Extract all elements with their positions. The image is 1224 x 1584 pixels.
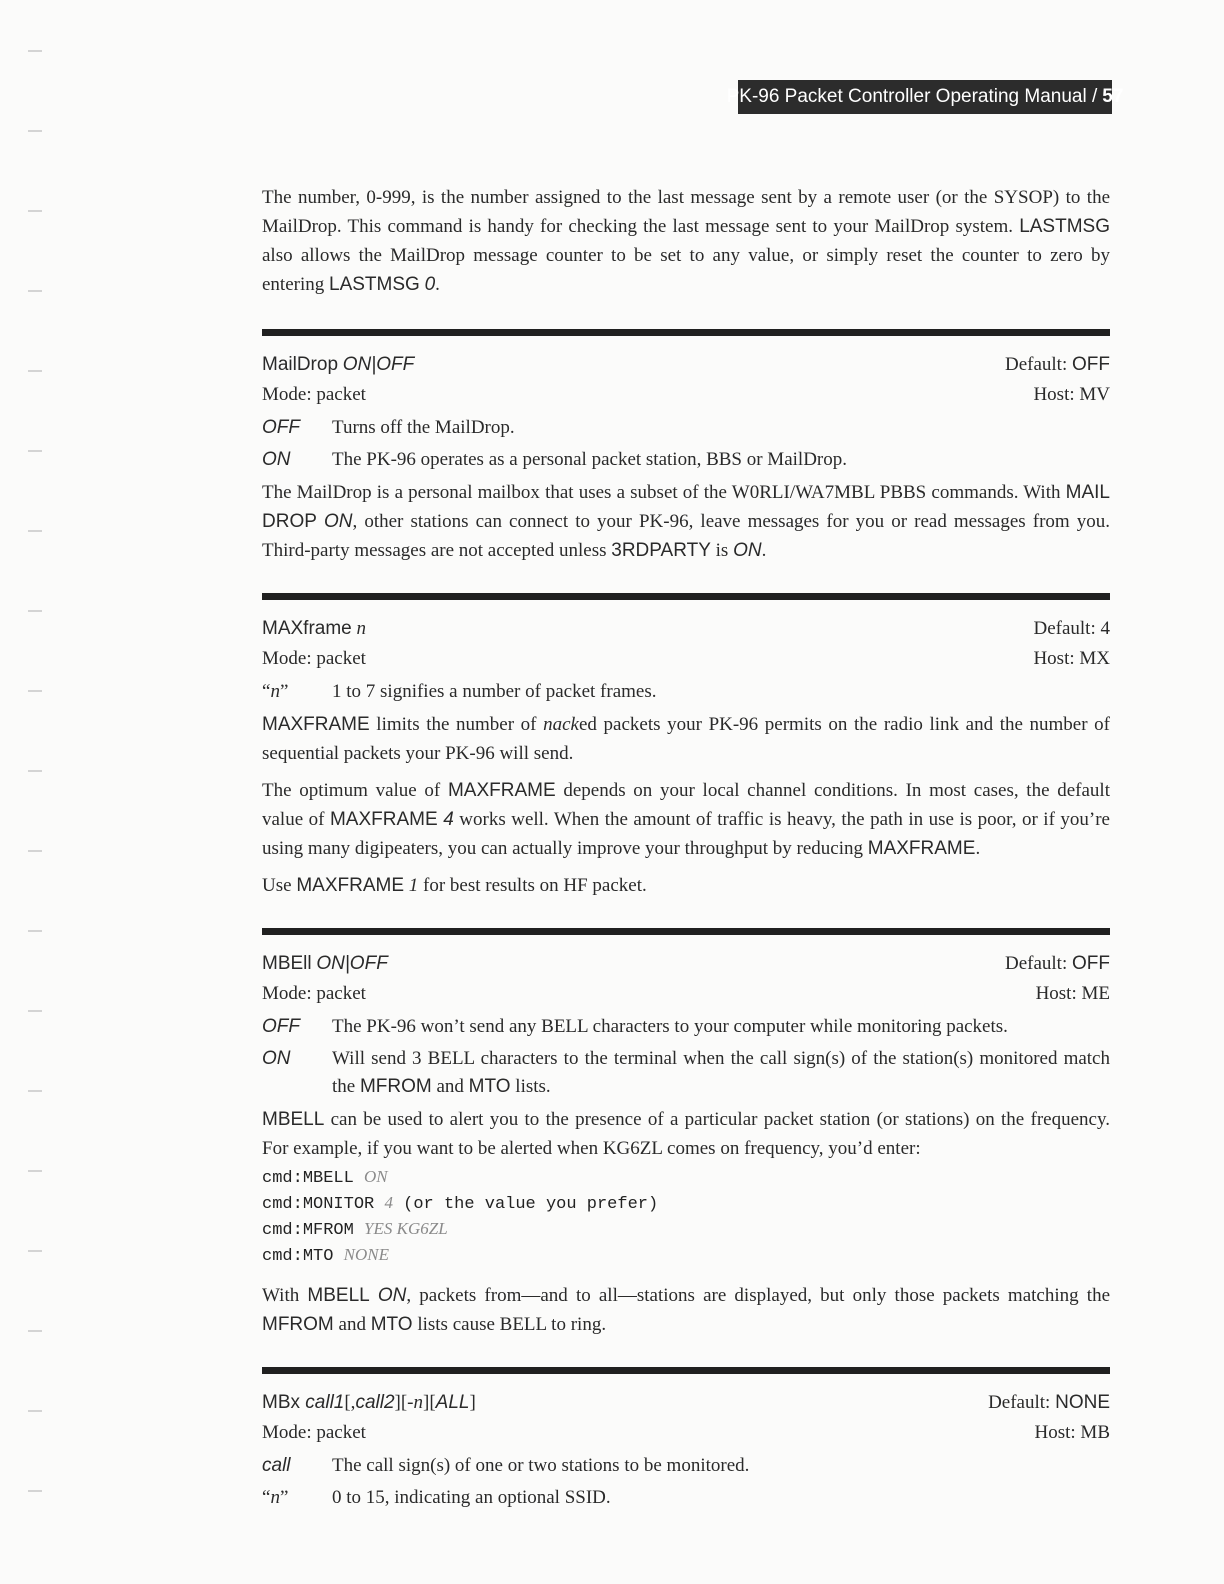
host-text: Host: MV: [1033, 384, 1110, 405]
body-text: lists cause BELL to ring.: [412, 1314, 607, 1335]
command-default: [988, 1388, 1110, 1418]
edge-mark: [28, 1330, 42, 1332]
param-name: call: [262, 1455, 291, 1476]
code-command: MTO: [302, 1247, 334, 1266]
edge-mark: [28, 1410, 42, 1412]
default-value: NONE: [1055, 1392, 1110, 1413]
body-text: works well. When the amount of traffic is heavy, the path in use is poor, or if you’re using many digipeaters, you can actually improve your throughput by reducing: [262, 809, 1110, 859]
quote-open: “: [262, 681, 271, 702]
edge-mark: [28, 210, 42, 212]
edge-mark: [28, 1170, 42, 1172]
keyword: LASTMSG: [1019, 216, 1110, 237]
param-name: [262, 678, 332, 706]
keyword: MBELL: [307, 1285, 370, 1306]
keyword: MFROM: [359, 1076, 432, 1097]
code-line: [262, 1217, 1110, 1243]
value: ON: [733, 540, 762, 561]
command-name: MBEll: [262, 953, 312, 974]
command-args: ][: [423, 1392, 436, 1413]
param-name: ON: [262, 1048, 291, 1069]
host-text: Host: MB: [1034, 1422, 1110, 1443]
command-args: call1: [305, 1392, 345, 1413]
mode-text: Mode: packet: [262, 384, 366, 405]
code-arg: YES KG6ZL: [364, 1219, 448, 1238]
edge-mark: [28, 850, 42, 852]
keyword: MTO: [370, 1314, 413, 1335]
param-desc: The call sign(s) of one or two stations to be monitored.: [332, 1455, 750, 1476]
intro-text: also allows the MailDrop message counter to be set to any value, or simply reset the counter to zero by entering: [262, 245, 1110, 295]
param-desc: The PK-96 operates as a personal packet station, BBS or MailDrop.: [332, 449, 847, 470]
body-text: , packets from—and to all—stations are displayed, but only those packets matching the: [406, 1285, 1111, 1306]
default-label: Default:: [988, 1392, 1056, 1413]
command-name: MAXframe: [262, 618, 352, 639]
param-name: OFF: [262, 417, 300, 438]
command-syntax: [262, 614, 366, 644]
body-text: , other stations can connect to your PK-96, leave messages for you or read messages from you. Third-party messages are not accepted unless: [262, 511, 1111, 561]
command-header: [262, 350, 1110, 380]
default-label: Default:: [1004, 953, 1072, 974]
edge-mark: [28, 1250, 42, 1252]
maxframe-paragraph-2: [262, 776, 1110, 863]
command-default: [1005, 350, 1110, 380]
body-text: lists.: [510, 1076, 551, 1097]
body-text: and: [431, 1076, 469, 1097]
param-desc: Turns off the MailDrop.: [332, 417, 515, 438]
edge-mark: [28, 530, 42, 532]
value: 0: [424, 274, 436, 295]
keyword: LASTMSG: [329, 274, 420, 295]
code-line: [262, 1191, 1110, 1217]
page-content: [262, 183, 1110, 1516]
body-text: The optimum value of: [262, 780, 448, 801]
mbell-entry: [262, 949, 1110, 1339]
mbx-entry: [262, 1388, 1110, 1512]
code-line: [262, 1165, 1110, 1191]
body-text: Will send 3 BELL characters to the terminal when the call sign(s) of the station(s) monitored match the: [332, 1048, 1110, 1097]
edge-mark: [28, 770, 42, 772]
command-args: ][-: [394, 1392, 414, 1413]
keyword: MAXFRAME: [329, 809, 438, 830]
mode-line: [262, 1418, 1110, 1448]
command-args: n: [413, 1392, 423, 1413]
command-name: MBx: [262, 1392, 306, 1413]
param-symbol: n: [270, 681, 280, 702]
edge-mark: [28, 130, 42, 132]
mode-line: [262, 979, 1110, 1009]
body-text: is: [710, 540, 734, 561]
keyword: MFROM: [262, 1314, 334, 1335]
keyword: MAXFRAME: [296, 875, 404, 896]
edge-mark: [28, 370, 42, 372]
body-text: limits the number of: [369, 714, 544, 735]
default-value: OFF: [1072, 953, 1110, 974]
keyword: MAXFRAME: [867, 838, 976, 859]
param-row: [262, 678, 1110, 706]
body-text: ed packets your PK-96 permits on the radio link and the number of sequential packets your PK-96 will send.: [262, 714, 1110, 764]
command-args: n: [356, 618, 366, 639]
maxframe-paragraph-3: [262, 871, 1110, 900]
body-text: .: [975, 838, 981, 859]
code-rest: (or the value you prefer): [392, 1195, 659, 1214]
edge-mark: [28, 610, 42, 612]
param-desc: 0 to 15, indicating an optional SSID.: [332, 1487, 611, 1508]
code-command: MFROM: [302, 1221, 354, 1240]
edge-mark: [28, 290, 42, 292]
edge-mark: [28, 1090, 42, 1092]
param-row: [262, 414, 1110, 442]
param-desc: [332, 1045, 1110, 1101]
body-text: for best results on HF packet.: [418, 875, 647, 896]
quote-open: “: [262, 1487, 271, 1508]
param-desc: The PK-96 won’t send any BELL characters to your computer while monitoring packets.: [332, 1016, 1008, 1037]
mode-text: Mode: packet: [262, 1422, 366, 1443]
edge-mark: [28, 930, 42, 932]
edge-mark: [28, 50, 42, 52]
mbell-paragraph-1: [262, 1105, 1110, 1163]
body-text: and: [333, 1314, 371, 1335]
command-header: [262, 614, 1110, 644]
keyword: MAXFRAME: [262, 714, 370, 735]
edge-mark: [28, 690, 42, 692]
value: 1: [408, 875, 419, 896]
intro-paragraph: [262, 183, 1110, 299]
command-args: call2: [355, 1392, 395, 1413]
param-name: OFF: [262, 1016, 300, 1037]
body-text: Use: [262, 875, 297, 896]
host-text: Host: ME: [1035, 983, 1110, 1004]
command-syntax: [262, 1388, 476, 1418]
section-rule: [262, 1367, 1110, 1374]
value: ON: [324, 511, 353, 532]
section-rule: [262, 928, 1110, 935]
code-command: MONITOR: [302, 1195, 375, 1214]
command-default: Default: 4: [1033, 618, 1110, 639]
body-text: With: [262, 1285, 308, 1306]
param-symbol: n: [270, 1487, 280, 1508]
quote-close: ”: [279, 681, 289, 702]
command-args: ON|OFF: [316, 953, 388, 974]
keyword: MBELL: [262, 1109, 325, 1130]
param-row: [262, 1484, 1110, 1512]
maildrop-entry: [262, 350, 1110, 565]
running-header: [726, 80, 1124, 114]
value: 4: [443, 809, 454, 830]
value: ON: [377, 1285, 407, 1306]
command-syntax: [262, 949, 388, 979]
maxframe-entry: [262, 614, 1110, 900]
code-line: [262, 1243, 1110, 1269]
mode-line: [262, 644, 1110, 674]
code-arg: NONE: [343, 1245, 389, 1264]
command-default: [1005, 949, 1110, 979]
quote-close: ”: [279, 1487, 289, 1508]
maxframe-paragraph-1: [262, 710, 1110, 768]
edge-mark: [28, 450, 42, 452]
param-row: [262, 1045, 1110, 1101]
edge-mark: [28, 1010, 42, 1012]
host-text: Host: MX: [1033, 648, 1110, 669]
header-title: PK-96 Packet Controller Operating Manual /: [726, 86, 1098, 107]
command-args: ]: [469, 1392, 476, 1413]
body-text: The MailDrop is a personal mailbox that uses a subset of the W0RLI/WA7MBL PBBS commands. With: [262, 482, 1061, 503]
param-desc: 1 to 7 signifies a number of packet frames.: [332, 681, 657, 702]
command-args: ALL: [435, 1392, 470, 1413]
keyword: 3RDPARTY: [611, 540, 711, 561]
body-text: depends on your local channel conditions. In most cases, the default value of: [262, 780, 1110, 830]
mode-text: Mode: packet: [262, 648, 366, 669]
code-arg: ON: [364, 1167, 388, 1186]
body-text: can be used to alert you to the presence of a particular packet station (or stations) on the frequency. For example, if you want to be alerted when KG6ZL comes on frequency, you’d enter:: [262, 1109, 1110, 1159]
command-args: ON|OFF: [342, 354, 415, 375]
default-value: OFF: [1072, 354, 1110, 375]
param-row: [262, 446, 1110, 474]
command-syntax: [262, 350, 414, 380]
param-name: [262, 1484, 332, 1512]
param-name: ON: [262, 449, 291, 470]
section-rule: [262, 329, 1110, 336]
mode-line: [262, 380, 1110, 410]
mode-text: Mode: packet: [262, 983, 366, 1004]
maildrop-paragraph: [262, 478, 1110, 565]
code-prompt: cmd:: [262, 1221, 303, 1240]
param-row: [262, 1452, 1110, 1480]
mbell-paragraph-2: [262, 1281, 1110, 1339]
keyword: MAIL DROP: [262, 482, 1111, 532]
code-prompt: cmd:: [262, 1169, 303, 1188]
keyword: MTO: [468, 1076, 511, 1097]
default-label: Default:: [1004, 354, 1072, 375]
intro-text: The number, 0-999, is the number assigned to the last message sent by a remote user (or the SYSOP) to the MailDrop. This command is handy for checking the last message sent to your MailDrop system.: [262, 187, 1110, 237]
command-header: [262, 949, 1110, 979]
command-header: [262, 1388, 1110, 1418]
param-row: [262, 1013, 1110, 1041]
code-prompt: cmd:: [262, 1195, 303, 1214]
page-number: 57: [1102, 86, 1124, 107]
body-text: .: [761, 540, 767, 561]
intro-text: .: [435, 274, 440, 295]
code-arg: 4: [384, 1193, 393, 1212]
emphasis: nack: [543, 714, 579, 735]
code-block: [262, 1165, 1110, 1269]
command-name: MailDrop: [262, 354, 339, 375]
edge-mark: [28, 1490, 42, 1492]
code-prompt: cmd:: [262, 1247, 303, 1266]
code-command: MBELL: [302, 1169, 354, 1188]
command-args: [,: [344, 1392, 356, 1413]
section-rule: [262, 593, 1110, 600]
keyword: MAXFRAME: [447, 780, 556, 801]
